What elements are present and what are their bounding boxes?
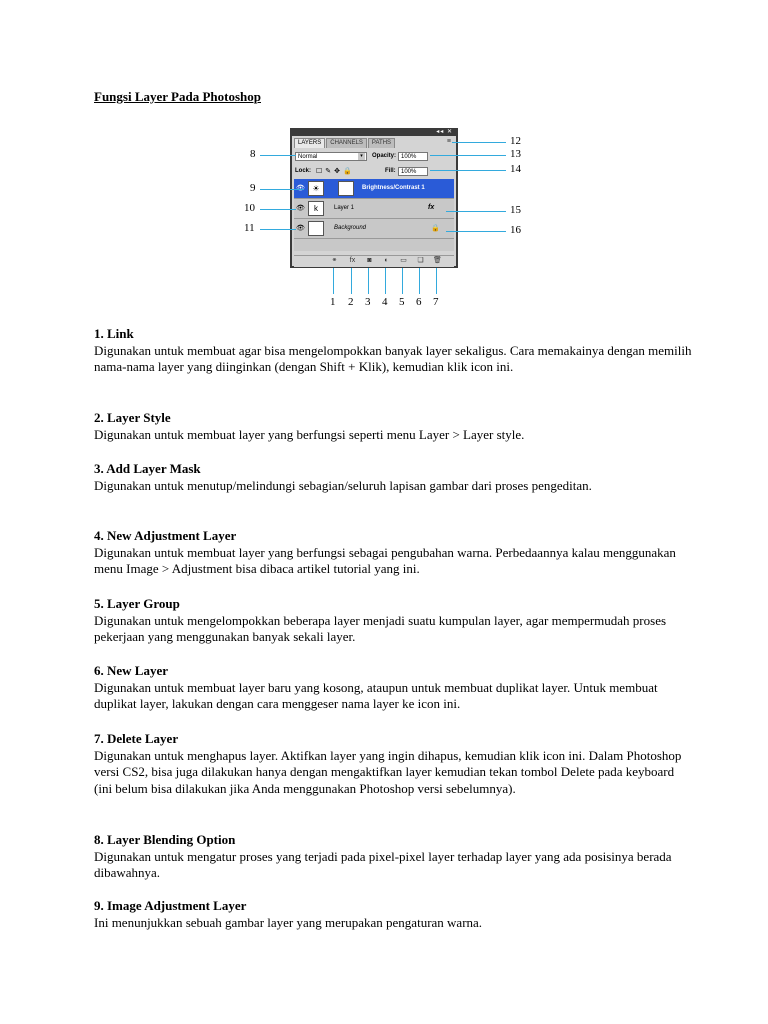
layer-name[interactable]: Background [334,225,367,231]
layer-thumbnail: k [308,201,324,216]
callout-line [260,229,296,230]
lock-icon: 🔒 [431,225,440,232]
section-heading: 2. Layer Style [94,410,171,425]
new-layer-icon[interactable]: ❏ [417,257,424,264]
tab-layers[interactable]: LAYERS [294,138,325,148]
fill-input[interactable]: 100% [398,167,428,176]
lock-label: Lock: [295,168,312,174]
callout-line [333,268,334,294]
section-heading: 9. Image Adjustment Layer [94,898,247,913]
panel-collapse-icon[interactable]: ◂◂ ✕ [436,129,453,135]
link-icon[interactable]: ⚭ [331,257,338,264]
layer-group-icon[interactable]: ▭ [400,257,407,264]
callout-number: 16 [510,224,521,236]
callout-line [402,268,403,294]
callout-number: 10 [244,202,255,214]
callout-line [436,268,437,294]
section-heading: 1. Link [94,326,134,341]
callout-number: 15 [510,204,521,216]
section-heading: 3. Add Layer Mask [94,461,201,476]
layers-panel-figure [240,124,540,314]
section-heading: 6. New Layer [94,663,169,678]
section-heading: 8. Layer Blending Option [94,832,236,847]
callout-number: 6 [416,296,422,308]
section-delete-layer [94,731,694,797]
section-body: Digunakan untuk membuat layer yang berfungsi seperti menu Layer > Layer style. [94,426,525,442]
section-body: Digunakan untuk mengelompokkan beberapa layer menjadi suatu kumpulan layer, agar mempermudah proses pekerjaan yang menggunakan banyak sekali layer. [94,612,667,644]
layer-thumbnail [308,221,324,236]
blend-mode-select[interactable] [295,152,367,161]
opacity-input[interactable]: 100% [398,152,428,161]
callout-line [260,155,296,156]
section-image-adjustment-layer [94,898,694,931]
callout-line [452,142,506,143]
section-new-adjustment-layer [94,528,694,578]
tab-paths[interactable]: PATHS [368,138,395,148]
opacity-label: Opacity: [372,153,397,159]
panel-tabs [294,138,395,148]
panel-titlebar [292,130,456,136]
section-body: Digunakan untuk menutup/melindungi sebagian/seluruh lapisan gambar dari proses pengeditan. [94,477,592,493]
adjustment-layer-icon: ☀ [308,181,324,196]
callout-line [385,268,386,294]
delete-layer-icon[interactable]: 🗑 [433,257,442,264]
callout-line [446,211,506,212]
section-body: Digunakan untuk mengatur proses yang terjadi pada pixel-pixel layer terhadap layer yang ada posisinya berada dibawahnya. [94,848,672,880]
callout-number: 3 [365,296,371,308]
section-body: Digunakan untuk menghapus layer. Aktifkan layer yang ingin dihapus, kemudian klik icon ini. Dalam Photoshop versi CS2, bisa juga dilakukan hanya dengan mengaktifkan layer kemudian tekan tombol Delete pada keyboard (ini belum bisa dilakukan jika Anda menggunakan Photoshop versi sebelumnya). [94,747,682,796]
callout-number: 13 [510,148,521,160]
panel-bottom-bar [294,255,454,267]
callout-number: 7 [433,296,439,308]
section-heading: 7. Delete Layer [94,731,179,746]
section-layer-group [94,596,694,646]
layer-style-icon[interactable]: fx [349,257,356,264]
callout-number: 5 [399,296,405,308]
callout-line [368,268,369,294]
callout-number: 12 [510,135,521,147]
layer-mask-thumbnail [338,181,354,196]
callout-number: 9 [250,182,256,194]
section-body: Digunakan untuk membuat agar bisa mengelompokkan banyak layer sekaligus. Cara memakainya dengan memilih nama-nama layer yang diinginkan (dengan Shift + Klik), kemudian klik icon ini. [94,342,692,374]
callout-number: 8 [250,148,256,160]
section-body: Digunakan untuk membuat layer yang berfungsi sebagai pengubahan warna. Perbedaannya kalau menggunakan menu Image > Adjustment bisa dibaca artikel tutorial yang ini. [94,544,676,576]
chevron-down-icon: ▾ [358,153,365,160]
eye-icon[interactable]: 👁 [296,225,305,232]
section-heading: 5. Layer Group [94,596,180,611]
section-body: Digunakan untuk membuat layer baru yang kosong, ataupun untuk membuat duplikat layer. Untuk membuat duplikat layer, lakukan dengan cara menggeser nama layer ke icon ini. [94,679,658,711]
layer-name[interactable]: Layer 1 [334,205,355,211]
layers-list [294,179,454,251]
section-link [94,326,694,376]
section-layer-style [94,410,694,443]
callout-line [446,231,506,232]
callout-number: 2 [348,296,354,308]
callout-number: 11 [244,222,255,234]
tab-channels[interactable]: CHANNELS [326,138,367,148]
section-layer-blending-option [94,832,694,882]
lock-options-icons[interactable]: ☐✎✥🔒 [316,168,355,175]
layer-name[interactable]: Brightness/Contrast 1 [362,185,425,191]
document-title: Fungsi Layer Pada Photoshop [94,89,261,104]
section-new-layer [94,663,694,713]
blend-mode-value: Normal [298,154,318,160]
callout-line [430,155,506,156]
section-heading: 4. New Adjustment Layer [94,528,237,543]
fill-label: Fill: [385,168,396,174]
callout-number: 1 [330,296,336,308]
panel-menu-icon[interactable]: ≡ [446,138,451,145]
callout-number: 14 [510,163,521,175]
callout-line [430,170,506,171]
callout-line [419,268,420,294]
callout-line [260,209,296,210]
add-mask-icon[interactable]: ◙ [367,257,372,264]
section-body: Ini menunjukkan sebuah gambar layer yang merupakan pengaturan warna. [94,914,483,930]
layer-row[interactable] [294,219,454,239]
eye-icon[interactable]: 👁 [296,205,305,212]
layer-style-fx-icon[interactable]: fx [428,204,435,211]
callout-line [351,268,352,294]
callout-number: 4 [382,296,388,308]
layer-row[interactable] [294,179,454,199]
layer-row[interactable] [294,199,454,219]
layers-panel [290,128,458,268]
section-add-layer-mask [94,461,694,494]
adjustment-layer-icon[interactable]: ◐ [384,257,389,264]
callout-line [260,189,304,190]
